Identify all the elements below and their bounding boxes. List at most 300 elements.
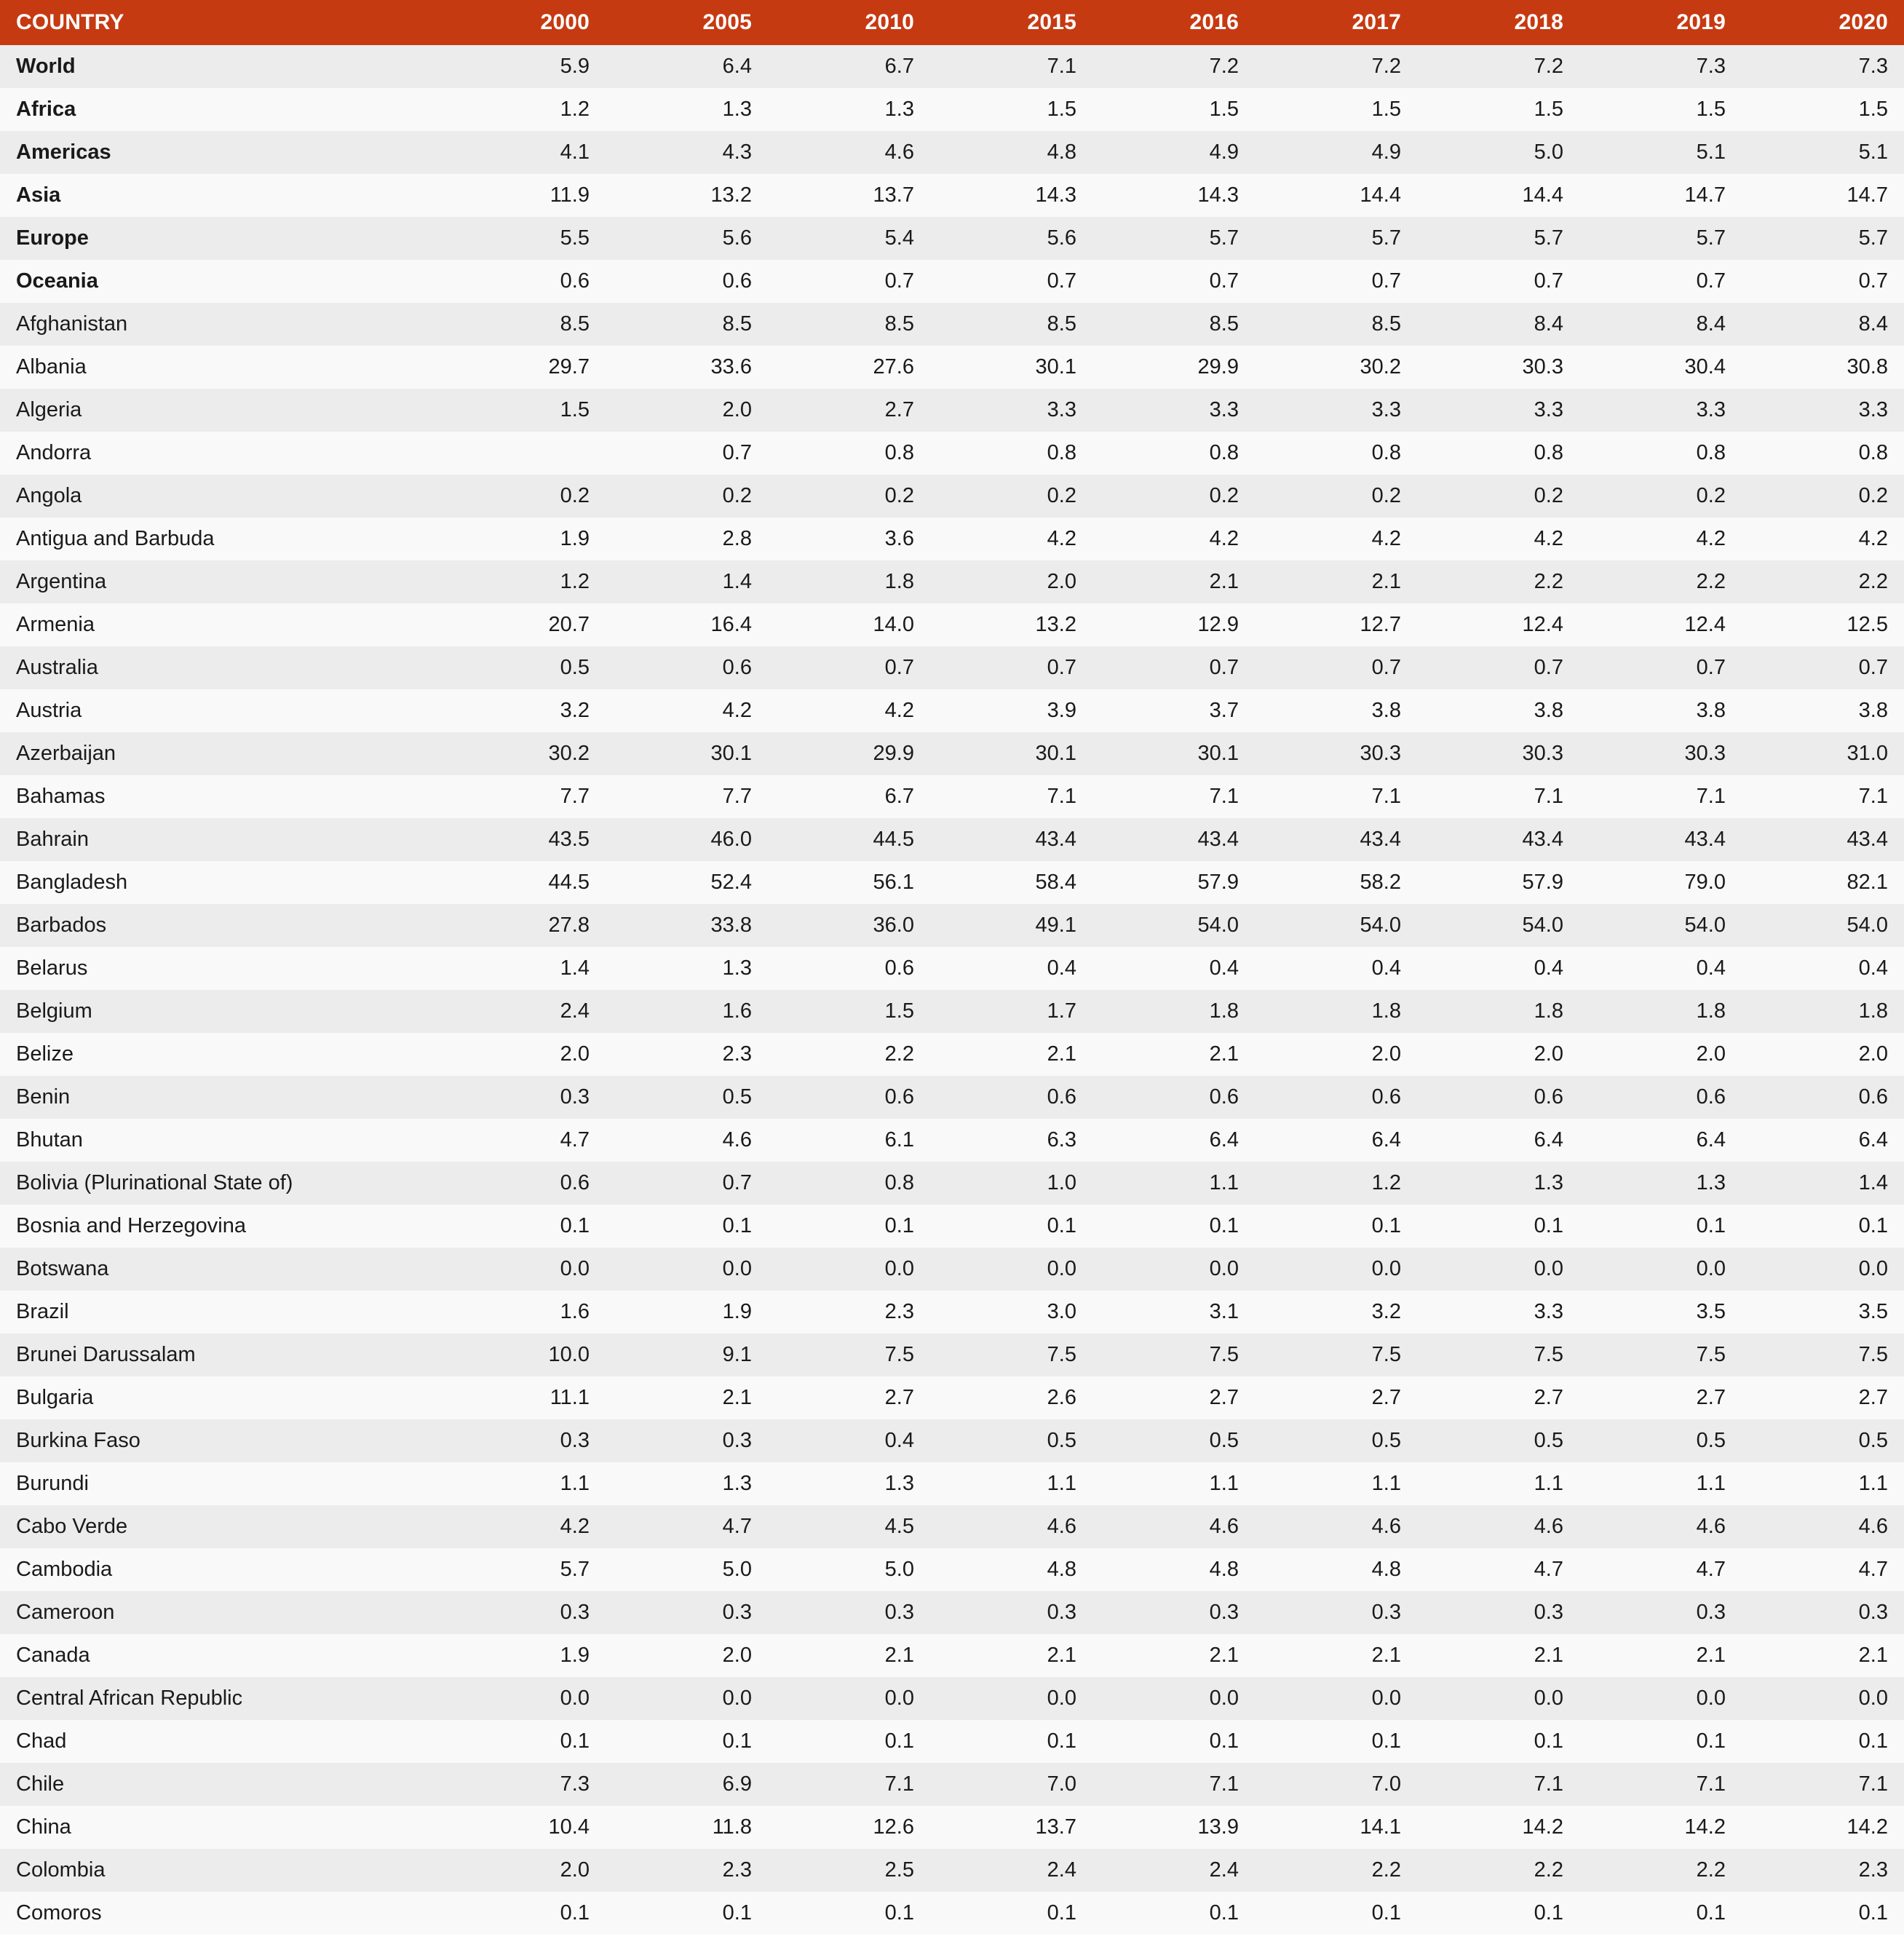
value-cell: 8.4 [1858, 312, 1888, 336]
value-cell: 0.5 [722, 1085, 752, 1109]
value-cell: 3.3 [1858, 398, 1888, 421]
column-header-2000[interactable]: 2000 [443, 0, 606, 45]
value-cell: 29.7 [548, 355, 590, 378]
value-cell: 1.2 [1371, 1171, 1401, 1194]
value-cell: 1.5 [1371, 98, 1401, 121]
value-cell: 3.8 [1696, 699, 1726, 722]
value-cell: 5.6 [1047, 226, 1076, 250]
value-cell: 0.3 [560, 1429, 590, 1452]
value-cell: 30.1 [1197, 742, 1239, 765]
table-row [0, 775, 1904, 818]
country-name-cell: Chad [16, 1729, 67, 1753]
value-cell: 14.3 [1197, 183, 1239, 207]
value-cell: 14.7 [1847, 183, 1888, 207]
value-cell: 12.5 [1847, 613, 1888, 636]
country-name-cell: Cameroon [16, 1601, 115, 1624]
value-cell: 8.5 [560, 312, 590, 336]
value-cell: 1.1 [1209, 1472, 1239, 1495]
value-cell: 0.8 [884, 1171, 914, 1194]
value-cell: 3.3 [1209, 398, 1239, 421]
column-header-2017[interactable]: 2017 [1255, 0, 1417, 45]
column-header-country[interactable]: COUNTRY [0, 0, 443, 45]
country-name-cell: Austria [16, 699, 82, 722]
value-cell: 0.1 [1534, 1901, 1563, 1925]
value-cell: 7.1 [1047, 785, 1076, 808]
value-cell: 0.0 [560, 1687, 590, 1710]
value-cell: 7.2 [1534, 55, 1563, 78]
value-cell: 4.7 [1696, 1558, 1726, 1581]
value-cell: 0.6 [884, 956, 914, 980]
value-cell: 0.1 [1696, 1901, 1726, 1925]
value-cell: 1.1 [1858, 1472, 1888, 1495]
value-cell: 4.2 [1534, 527, 1563, 550]
table-row [0, 1076, 1904, 1119]
value-cell: 13.2 [1035, 613, 1076, 636]
country-name-cell: Brazil [16, 1300, 69, 1323]
value-cell: 30.3 [1360, 742, 1401, 765]
table-header [0, 0, 1904, 45]
region-name-cell: Europe [16, 226, 89, 250]
value-cell: 6.1 [884, 1128, 914, 1152]
value-cell: 1.2 [560, 570, 590, 593]
value-cell: 0.0 [1209, 1257, 1239, 1280]
value-cell: 1.1 [1209, 1171, 1239, 1194]
country-name-cell: Barbados [16, 913, 107, 937]
value-cell: 9.1 [722, 1343, 752, 1366]
value-cell: 43.4 [1197, 828, 1239, 851]
value-cell: 4.6 [1858, 1515, 1888, 1538]
value-cell: 5.9 [560, 55, 590, 78]
value-cell: 43.4 [1684, 828, 1726, 851]
value-cell: 0.8 [1696, 441, 1726, 464]
value-cell: 33.8 [710, 913, 752, 937]
value-cell: 7.1 [1209, 785, 1239, 808]
value-cell: 2.1 [884, 1644, 914, 1667]
value-cell: 7.5 [1534, 1343, 1563, 1366]
value-cell: 7.1 [1858, 1772, 1888, 1796]
value-cell: 0.7 [722, 441, 752, 464]
value-cell: 0.3 [1858, 1601, 1888, 1624]
value-cell: 0.0 [1371, 1257, 1401, 1280]
value-cell: 4.6 [1534, 1515, 1563, 1538]
value-cell: 0.7 [722, 1171, 752, 1194]
value-cell: 2.2 [1371, 1858, 1401, 1882]
value-cell: 56.1 [873, 871, 914, 894]
value-cell: 43.4 [1522, 828, 1563, 851]
value-cell: 3.6 [884, 527, 914, 550]
value-cell: 2.1 [1047, 1042, 1076, 1066]
value-cell: 0.1 [884, 1729, 914, 1753]
value-cell: 3.2 [1371, 1300, 1401, 1323]
value-cell: 0.0 [1209, 1687, 1239, 1710]
value-cell: 3.5 [1858, 1300, 1888, 1323]
value-cell: 30.3 [1522, 742, 1563, 765]
value-cell: 0.7 [1696, 269, 1726, 293]
value-cell: 2.4 [560, 999, 590, 1023]
value-cell: 0.1 [722, 1729, 752, 1753]
value-cell: 58.2 [1360, 871, 1401, 894]
value-cell: 4.8 [1047, 1558, 1076, 1581]
value-cell: 1.8 [1858, 999, 1888, 1023]
table-row [0, 818, 1904, 861]
value-cell: 1.1 [1371, 1472, 1401, 1495]
value-cell: 30.8 [1847, 355, 1888, 378]
table-row [0, 689, 1904, 732]
value-cell: 8.5 [1209, 312, 1239, 336]
value-cell: 2.1 [1696, 1644, 1726, 1667]
value-cell: 4.6 [1371, 1515, 1401, 1538]
value-cell: 5.7 [1534, 226, 1563, 250]
value-cell: 0.1 [1371, 1901, 1401, 1925]
value-cell: 4.2 [560, 1515, 590, 1538]
value-cell: 6.4 [1534, 1128, 1563, 1152]
value-cell: 57.9 [1522, 871, 1563, 894]
value-cell: 12.4 [1522, 613, 1563, 636]
value-cell: 5.4 [884, 226, 914, 250]
value-cell: 30.2 [548, 742, 590, 765]
value-cell: 7.1 [1371, 785, 1401, 808]
value-cell: 2.2 [1534, 1858, 1563, 1882]
value-cell: 13.9 [1197, 1815, 1239, 1839]
value-cell: 1.4 [560, 956, 590, 980]
value-cell: 4.7 [1858, 1558, 1888, 1581]
value-cell: 46.0 [710, 828, 752, 851]
table-row [0, 603, 1904, 646]
value-cell: 4.6 [722, 1128, 752, 1152]
country-name-cell: Belize [16, 1042, 74, 1066]
value-cell: 0.0 [884, 1257, 914, 1280]
value-cell: 2.7 [1371, 1386, 1401, 1409]
country-name-cell: Bolivia (Plurinational State of) [16, 1171, 293, 1194]
value-cell: 4.9 [1209, 140, 1239, 164]
value-cell: 7.5 [884, 1343, 914, 1366]
value-cell: 2.1 [1371, 1644, 1401, 1667]
value-cell: 4.2 [1696, 527, 1726, 550]
region-name-cell: Americas [16, 140, 111, 164]
value-cell: 0.4 [1858, 956, 1888, 980]
value-cell: 0.7 [1534, 269, 1563, 293]
value-cell: 30.1 [1035, 742, 1076, 765]
value-cell: 0.7 [1047, 656, 1076, 679]
value-cell: 13.2 [710, 183, 752, 207]
value-cell: 44.5 [548, 871, 590, 894]
value-cell: 0.5 [1858, 1429, 1888, 1452]
value-cell: 3.0 [1047, 1300, 1076, 1323]
value-cell: 1.8 [1534, 999, 1563, 1023]
value-cell: 7.7 [560, 785, 590, 808]
column-header-2010[interactable]: 2010 [768, 0, 930, 45]
value-cell: 6.4 [1696, 1128, 1726, 1152]
value-cell: 1.9 [560, 1644, 590, 1667]
value-cell: 7.1 [1047, 55, 1076, 78]
value-cell: 43.4 [1847, 828, 1888, 851]
value-cell: 0.7 [884, 269, 914, 293]
value-cell: 7.5 [1371, 1343, 1401, 1366]
value-cell: 30.2 [1360, 355, 1401, 378]
value-cell: 0.5 [1371, 1429, 1401, 1452]
value-cell: 0.1 [1371, 1214, 1401, 1237]
value-cell: 0.1 [1696, 1214, 1726, 1237]
country-name-cell: Comoros [16, 1901, 102, 1925]
value-cell: 2.3 [884, 1300, 914, 1323]
country-name-cell: Algeria [16, 398, 82, 421]
value-cell: 0.7 [884, 656, 914, 679]
value-cell: 1.0 [1047, 1171, 1076, 1194]
value-cell: 0.0 [884, 1687, 914, 1710]
table-row [0, 904, 1904, 947]
value-cell: 0.3 [1696, 1601, 1726, 1624]
column-header-2018[interactable]: 2018 [1417, 0, 1579, 45]
table-row [0, 1892, 1904, 1935]
value-cell: 5.7 [1696, 226, 1726, 250]
value-cell: 1.5 [1047, 98, 1076, 121]
country-name-cell: Brunei Darussalam [16, 1343, 196, 1366]
value-cell: 0.4 [1371, 956, 1401, 980]
value-cell: 8.4 [1696, 312, 1726, 336]
value-cell: 0.1 [1534, 1214, 1563, 1237]
value-cell: 7.3 [1858, 55, 1888, 78]
value-cell: 0.2 [1858, 484, 1888, 507]
value-cell: 0.1 [1209, 1901, 1239, 1925]
value-cell: 2.1 [1534, 1644, 1563, 1667]
value-cell: 0.1 [1047, 1729, 1076, 1753]
value-cell: 0.6 [560, 1171, 590, 1194]
table-row [0, 518, 1904, 560]
value-cell: 0.7 [1534, 656, 1563, 679]
value-cell: 8.5 [722, 312, 752, 336]
table-row [0, 174, 1904, 217]
value-cell: 2.2 [1534, 570, 1563, 593]
value-cell: 0.1 [560, 1214, 590, 1237]
value-cell: 8.4 [1534, 312, 1563, 336]
value-cell: 2.0 [1858, 1042, 1888, 1066]
value-cell: 2.7 [1858, 1386, 1888, 1409]
value-cell: 3.3 [1371, 398, 1401, 421]
value-cell: 14.3 [1035, 183, 1076, 207]
value-cell: 1.4 [1858, 1171, 1888, 1194]
value-cell: 0.3 [884, 1601, 914, 1624]
value-cell: 0.6 [722, 656, 752, 679]
value-cell: 0.4 [884, 1429, 914, 1452]
value-cell: 2.2 [1696, 570, 1726, 593]
value-cell: 1.5 [1534, 98, 1563, 121]
value-cell: 0.7 [1696, 656, 1726, 679]
value-cell: 43.4 [1360, 828, 1401, 851]
value-cell: 2.1 [1209, 570, 1239, 593]
value-cell: 0.4 [1534, 956, 1563, 980]
value-cell: 5.1 [1858, 140, 1888, 164]
value-cell: 4.6 [1209, 1515, 1239, 1538]
table-row [0, 1162, 1904, 1205]
value-cell: 0.2 [1534, 484, 1563, 507]
table-row [0, 45, 1904, 88]
value-cell: 14.1 [1360, 1815, 1401, 1839]
table-row [0, 646, 1904, 689]
value-cell: 4.6 [884, 140, 914, 164]
value-cell: 0.4 [1696, 956, 1726, 980]
value-cell: 11.1 [550, 1386, 590, 1409]
value-cell: 3.9 [1047, 699, 1076, 722]
value-cell: 1.8 [884, 570, 914, 593]
value-cell: 7.2 [1371, 55, 1401, 78]
value-cell: 0.1 [722, 1214, 752, 1237]
table-header-row [0, 0, 1904, 45]
value-cell: 0.6 [722, 269, 752, 293]
value-cell: 0.2 [1047, 484, 1076, 507]
value-cell: 58.4 [1035, 871, 1076, 894]
country-name-cell: Afghanistan [16, 312, 128, 336]
table-row [0, 1462, 1904, 1505]
value-cell: 31.0 [1847, 742, 1888, 765]
value-cell: 7.0 [1047, 1772, 1076, 1796]
value-cell: 1.2 [560, 98, 590, 121]
value-cell: 0.0 [1534, 1257, 1563, 1280]
value-cell: 14.4 [1522, 183, 1563, 207]
country-name-cell: Burkina Faso [16, 1429, 140, 1452]
value-cell: 82.1 [1847, 871, 1888, 894]
value-cell: 30.3 [1684, 742, 1726, 765]
table-row [0, 260, 1904, 303]
country-name-cell: Belarus [16, 956, 88, 980]
value-cell: 7.2 [1209, 55, 1239, 78]
table-row [0, 1248, 1904, 1291]
column-header-2015[interactable]: 2015 [930, 0, 1092, 45]
value-cell: 30.3 [1522, 355, 1563, 378]
country-name-cell: Chile [16, 1772, 65, 1796]
country-name-cell: Albania [16, 355, 87, 378]
value-cell: 11.8 [712, 1815, 752, 1839]
value-cell: 0.5 [560, 656, 590, 679]
table-row [0, 131, 1904, 174]
value-cell: 16.4 [710, 613, 752, 636]
country-name-cell: Canada [16, 1644, 90, 1667]
value-cell: 0.3 [1371, 1601, 1401, 1624]
region-name-cell: Asia [16, 183, 61, 207]
column-header-2005[interactable]: 2005 [606, 0, 768, 45]
value-cell: 1.5 [1209, 98, 1239, 121]
value-cell: 7.3 [560, 1772, 590, 1796]
value-cell: 7.1 [1858, 785, 1888, 808]
value-cell: 2.1 [1371, 570, 1401, 593]
value-cell: 4.2 [1858, 527, 1888, 550]
country-name-cell: Armenia [16, 613, 95, 636]
value-cell: 2.7 [1534, 1386, 1563, 1409]
value-cell: 3.3 [1047, 398, 1076, 421]
value-cell: 3.8 [1371, 699, 1401, 722]
column-header-2016[interactable]: 2016 [1092, 0, 1255, 45]
value-cell: 2.1 [1858, 1644, 1888, 1667]
value-cell [443, 432, 606, 475]
value-cell: 0.0 [1047, 1687, 1076, 1710]
value-cell: 43.5 [548, 828, 590, 851]
value-cell: 2.0 [560, 1042, 590, 1066]
value-cell: 7.5 [1047, 1343, 1076, 1366]
country-name-cell: Benin [16, 1085, 71, 1109]
value-cell: 2.1 [1209, 1644, 1239, 1667]
value-cell: 2.6 [1047, 1386, 1076, 1409]
value-cell: 0.7 [1371, 656, 1401, 679]
country-name-cell: Belgium [16, 999, 92, 1023]
value-cell: 0.6 [1209, 1085, 1239, 1109]
value-cell: 43.4 [1035, 828, 1076, 851]
value-cell: 4.8 [1209, 1558, 1239, 1581]
value-cell: 1.8 [1371, 999, 1401, 1023]
value-cell: 1.5 [1858, 98, 1888, 121]
value-cell: 5.7 [1858, 226, 1888, 250]
value-cell: 44.5 [873, 828, 914, 851]
table-row [0, 732, 1904, 775]
value-cell: 12.4 [1684, 613, 1726, 636]
value-cell: 2.0 [722, 1644, 752, 1667]
value-cell: 3.3 [1696, 398, 1726, 421]
column-header-2019[interactable]: 2019 [1579, 0, 1742, 45]
value-cell: 14.2 [1522, 1815, 1563, 1839]
value-cell: 11.9 [550, 183, 590, 207]
value-cell: 3.8 [1858, 699, 1888, 722]
value-cell: 0.6 [1534, 1085, 1563, 1109]
value-cell: 1.5 [1696, 98, 1726, 121]
value-cell: 0.8 [1209, 441, 1239, 464]
value-cell: 0.0 [722, 1257, 752, 1280]
country-name-cell: Cabo Verde [16, 1515, 128, 1538]
value-cell: 6.3 [1047, 1128, 1076, 1152]
value-cell: 6.4 [722, 55, 752, 78]
value-cell: 0.8 [1047, 441, 1076, 464]
value-cell: 0.0 [1858, 1687, 1888, 1710]
value-cell: 0.6 [1371, 1085, 1401, 1109]
value-cell: 0.2 [560, 484, 590, 507]
table-row [0, 1591, 1904, 1634]
value-cell: 13.7 [1035, 1815, 1076, 1839]
value-cell: 1.3 [722, 956, 752, 980]
region-name-cell: World [16, 55, 76, 78]
value-cell: 0.3 [1209, 1601, 1239, 1624]
value-cell: 0.5 [1696, 1429, 1726, 1452]
value-cell: 33.6 [710, 355, 752, 378]
column-header-2020[interactable]: 2020 [1742, 0, 1904, 45]
table-row [0, 1720, 1904, 1763]
value-cell: 0.8 [1534, 441, 1563, 464]
value-cell: 4.2 [722, 699, 752, 722]
value-cell: 0.1 [1696, 1729, 1726, 1753]
country-name-cell: Azerbaijan [16, 742, 116, 765]
value-cell: 2.0 [1696, 1042, 1726, 1066]
table-row [0, 560, 1904, 603]
table-row [0, 1677, 1904, 1720]
value-cell: 0.6 [1047, 1085, 1076, 1109]
value-cell: 2.7 [884, 1386, 914, 1409]
value-cell: 0.0 [1047, 1257, 1076, 1280]
value-cell: 3.5 [1696, 1300, 1726, 1323]
value-cell: 30.1 [1035, 355, 1076, 378]
value-cell: 7.1 [1696, 785, 1726, 808]
table-row [0, 475, 1904, 518]
value-cell: 0.1 [1858, 1901, 1888, 1925]
value-cell: 30.1 [710, 742, 752, 765]
value-cell: 2.2 [884, 1042, 914, 1066]
value-cell: 4.7 [560, 1128, 590, 1152]
value-cell: 5.0 [884, 1558, 914, 1581]
value-cell: 0.1 [1209, 1729, 1239, 1753]
country-name-cell: Cambodia [16, 1558, 113, 1581]
value-cell: 4.6 [1696, 1515, 1726, 1538]
value-cell: 0.1 [1858, 1729, 1888, 1753]
value-cell: 49.1 [1035, 913, 1076, 937]
value-cell: 12.9 [1197, 613, 1239, 636]
value-cell: 6.4 [1371, 1128, 1401, 1152]
value-cell: 7.5 [1209, 1343, 1239, 1366]
value-cell: 2.4 [1209, 1858, 1239, 1882]
